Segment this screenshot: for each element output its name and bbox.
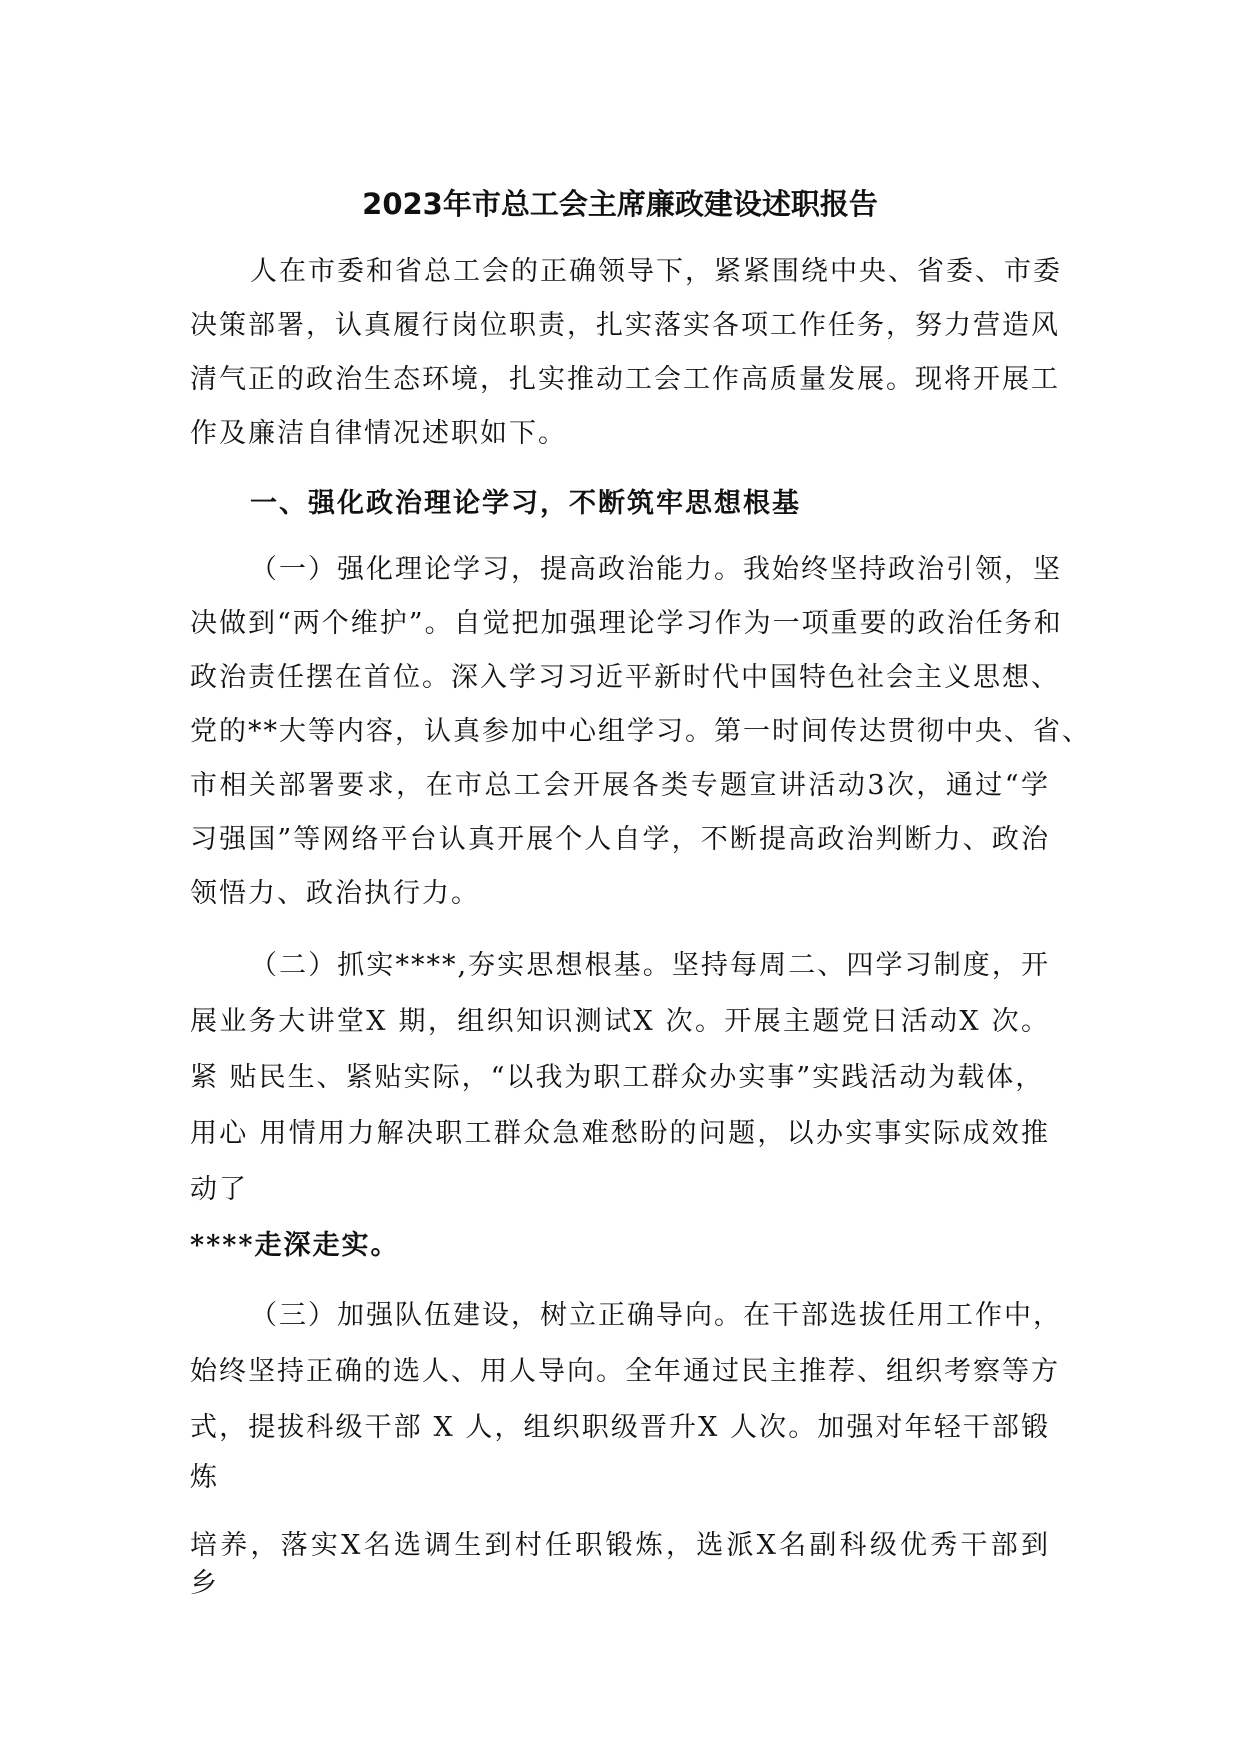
document-title: 2023年市总工会主席廉政建设述职报告 <box>362 187 878 221</box>
paragraph-line: （二）抓实****,夯实思想根基。坚持每周二、四学习制度，开 <box>250 950 1050 981</box>
paragraph-line: 用心 用情用力解决职工群众急难愁盼的问题，以办实事实际成效推 <box>190 1118 1050 1149</box>
paragraph-line: 市相关部署要求，在市总工会开展各类专题宣讲活动3次，通过“学 <box>190 770 1050 801</box>
paragraph-line: 培养，落实X名选调生到村任职锻炼，选派X名副科级优秀干部到 <box>190 1530 1050 1561</box>
section-heading: 一、强化政治理论学习，不断筑牢思想根基 <box>250 488 801 519</box>
paragraph-line: 决策部署，认真履行岗位职责，扎实落实各项工作任务，努力营造风 <box>190 310 1060 341</box>
paragraph-line: （三）加强队伍建设，树立正确导向。在干部选拔任用工作中， <box>250 1300 1062 1331</box>
paragraph-line: ****走深走实。 <box>190 1230 400 1261</box>
paragraph-line: 紧 贴民生、紧贴实际，“以我为职工群众办实事”实践活动为载体， <box>190 1062 1045 1093</box>
paragraph-line: 作及廉洁自律情况述职如下。 <box>190 418 567 449</box>
paragraph-line: 领悟力、政治执行力。 <box>190 878 480 909</box>
paragraph-line: 乡 <box>190 1568 219 1599</box>
paragraph-line: 清气正的政治生态环境，扎实推动工会工作高质量发展。现将开展工 <box>190 364 1060 395</box>
paragraph-line: 政治责任摆在首位。深入学习习近平新时代中国特色社会主义思想、 <box>190 662 1060 693</box>
paragraph-line: 党的**大等内容，认真参加中心组学习。第一时间传达贯彻中央、省、 <box>190 716 1091 747</box>
paragraph-line: 人在市委和省总工会的正确领导下，紧紧围绕中央、省委、市委 <box>250 256 1062 287</box>
paragraph-line: 展业务大讲堂X 期，组织知识测试X 次。开展主题党日活动X 次。 <box>190 1006 1050 1037</box>
paragraph-line: 动了 <box>190 1174 248 1205</box>
paragraph-line: 炼 <box>190 1462 219 1493</box>
paragraph-line: 习强国”等网络平台认真开展个人自学，不断提高政治判断力、政治 <box>190 824 1050 855</box>
paragraph-line: （一）强化理论学习，提高政治能力。我始终坚持政治引领，坚 <box>250 554 1062 585</box>
paragraph-line: 始终坚持正确的选人、用人导向。全年通过民主推荐、组织考察等方 <box>190 1356 1060 1387</box>
paragraph-line: 式，提拔科级干部 X 人，组织职级晋升X 人次。加强对年轻干部锻 <box>190 1412 1050 1443</box>
paragraph-line: 决做到“两个维护”。自觉把加强理论学习作为一项重要的政治任务和 <box>190 608 1063 639</box>
